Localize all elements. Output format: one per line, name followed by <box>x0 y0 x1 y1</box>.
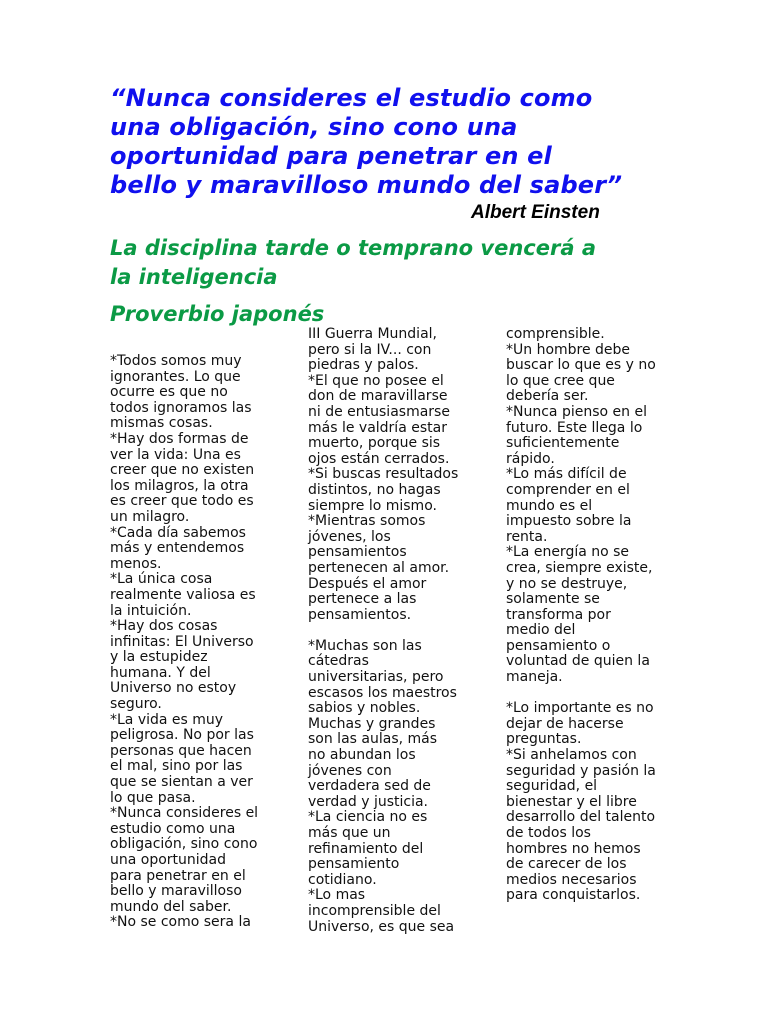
text-line: piedras y palos. <box>308 357 419 374</box>
text-column-left <box>110 354 258 931</box>
text-line: para conquistarlos. <box>506 887 641 904</box>
text-line: seguridad, el <box>506 778 598 795</box>
text-line: pero si la IV... con <box>308 341 432 358</box>
paragraph-gap <box>308 623 458 639</box>
text-line: universitarias, pero <box>308 669 444 686</box>
text-line: *Lo mas <box>308 887 366 904</box>
text-line: de todos los <box>506 825 591 841</box>
text-line: lo que cree que <box>506 372 615 389</box>
text-line: pensamiento o <box>506 637 611 654</box>
text-line: futuro. Este llega lo <box>506 419 643 436</box>
text-line: humana. Y del <box>110 664 211 681</box>
text-line: *Si anhelamos con <box>506 747 637 764</box>
text-line: *Hay dos cosas <box>110 618 218 635</box>
quote-line: oportunidad para penetrar en el <box>110 142 552 170</box>
text-line: Universo, es que sea <box>308 918 455 935</box>
text-line: dejar de hacerse <box>506 715 624 732</box>
text-line: un milagro. <box>110 508 190 525</box>
text-line: *El que no posee el <box>308 372 444 389</box>
text-line: seguridad y pasión la <box>506 762 656 779</box>
text-line: voluntad de quien la <box>506 653 650 670</box>
text-line: jóvenes con <box>308 762 392 779</box>
text-line: no abundan los <box>308 747 416 764</box>
quote-author: Albert Einsten <box>471 202 600 223</box>
proverb-attribution: Proverbio japonés <box>110 302 325 326</box>
text-line: *La vida es muy <box>110 711 224 728</box>
text-line: pertenece a las <box>308 591 417 608</box>
text-line: pensamientos <box>308 544 407 561</box>
text-line: comprensible. <box>506 326 605 342</box>
text-line: y no se destruye, <box>506 575 628 592</box>
text-line: cotidiano. <box>308 871 377 888</box>
text-line: ver la vida: Una es <box>110 446 241 463</box>
paragraph-gap <box>506 686 656 702</box>
text-line: ocurre es que no <box>110 384 228 401</box>
text-line: escasos los maestros <box>308 684 457 701</box>
text-line: medio del <box>506 622 576 639</box>
text-line: *La ciencia no es <box>308 809 428 826</box>
text-line: infinitas: El Universo <box>110 633 254 650</box>
text-line: medios necesarios <box>506 871 637 888</box>
text-line: ignorantes. Lo que <box>110 368 241 385</box>
text-line: verdadera sed de <box>308 778 431 795</box>
text-line: impuesto sobre la <box>506 513 632 530</box>
text-line: son las aulas, más <box>308 731 438 748</box>
text-line: es creer que todo es <box>110 493 254 510</box>
text-line: más le valdría estar <box>308 419 447 436</box>
text-line: creer que no existen <box>110 462 255 479</box>
text-line: *Muchas son las <box>308 637 422 654</box>
text-line: refinamiento del <box>308 840 424 857</box>
text-line: Después el amor <box>308 575 427 592</box>
discipline-line: La disciplina tarde o temprano vencerá a <box>110 236 596 260</box>
text-line: pensamiento <box>308 856 400 873</box>
text-line: que se sientan a ver <box>110 774 253 791</box>
text-line: sabios y nobles. <box>308 700 421 717</box>
text-line: renta. <box>506 528 548 545</box>
text-line: *Hay dos formas de <box>110 430 249 447</box>
text-line: *Si buscas resultados <box>308 466 459 483</box>
text-line: incomprensible del <box>308 902 441 919</box>
einstein-quote <box>110 84 710 200</box>
quote-line: una obligación, sino cono una <box>110 113 518 141</box>
text-line: de carecer de los <box>506 856 627 873</box>
text-line: buscar lo que es y no <box>506 357 656 374</box>
text-line: *La única cosa <box>110 571 213 588</box>
text-line: *Lo importante es no <box>506 700 654 717</box>
text-line: preguntas. <box>506 731 582 748</box>
text-line: ojos están cerrados. <box>308 450 450 467</box>
text-line: mundo del saber. <box>110 898 232 915</box>
text-line: cátedras <box>308 653 369 670</box>
text-line: mismas cosas. <box>110 415 213 432</box>
text-line: mundo es el <box>506 497 593 514</box>
text-line: transforma por <box>506 606 611 623</box>
text-line: una oportunidad <box>110 852 227 868</box>
text-line: *Lo más difícil de <box>506 466 627 483</box>
text-line: *Nunca consideres el <box>110 805 259 822</box>
text-line: personas que hacen <box>110 742 252 759</box>
text-line: *Un hombre debe <box>506 341 631 358</box>
text-line: *Cada día sabemos <box>110 524 246 541</box>
text-line: desarrollo del talento <box>506 809 656 826</box>
text-line: obligación, sino cono <box>110 836 258 853</box>
text-line: el mal, sino por las <box>110 758 243 775</box>
text-line: *Mientras somos <box>308 513 426 530</box>
text-line: seguro. <box>110 696 162 713</box>
text-line: crea, siempre existe, <box>506 559 653 576</box>
text-line: todos ignoramos las <box>110 399 252 416</box>
text-line: bienestar y el libre <box>506 793 637 810</box>
text-line: Universo no estoy <box>110 680 237 697</box>
text-line: *No se como sera la <box>110 914 251 931</box>
text-line: pertenecen al amor. <box>308 559 450 576</box>
text-line: Muchas y grandes <box>308 715 436 732</box>
text-line: siempre lo mismo. <box>308 497 437 514</box>
text-line: menos. <box>110 555 162 572</box>
text-line: suficientemente <box>506 435 620 452</box>
text-column-right <box>506 327 656 904</box>
text-line: realmente valiosa es <box>110 586 256 603</box>
text-line: comprender en el <box>506 481 630 498</box>
text-line: *Todos somos muy <box>110 353 242 369</box>
text-line: solamente se <box>506 591 600 608</box>
text-column-middle <box>308 327 458 935</box>
text-line: más y entendemos <box>110 540 245 557</box>
text-line: estudio como una <box>110 820 236 837</box>
text-line: maneja. <box>506 669 563 686</box>
discipline-proverb <box>110 234 670 292</box>
text-line: más que un <box>308 825 391 841</box>
text-line: peligrosa. No por las <box>110 727 254 744</box>
text-line: hombres no hemos <box>506 840 641 857</box>
text-line: para penetrar en el <box>110 867 246 884</box>
text-line: verdad y justicia. <box>308 793 428 810</box>
text-line: rápido. <box>506 450 555 467</box>
quote-line: bello y maravilloso mundo del saber” <box>110 171 623 199</box>
text-line: distintos, no hagas <box>308 481 441 498</box>
text-line: *Nunca pienso en el <box>506 403 647 420</box>
text-line: debería ser. <box>506 388 589 405</box>
text-line: don de maravillarse <box>308 388 448 405</box>
text-line: III Guerra Mundial, <box>308 326 437 342</box>
discipline-line: la inteligencia <box>110 265 278 289</box>
text-line: la intuición. <box>110 602 192 619</box>
text-line: muerto, porque sis <box>308 435 441 452</box>
text-line: los milagros, la otra <box>110 477 249 494</box>
text-line: bello y maravilloso <box>110 883 242 900</box>
text-line: ni de entusiasmarse <box>308 403 450 420</box>
text-line: *La energía no se <box>506 544 630 561</box>
text-line: pensamientos. <box>308 606 412 623</box>
text-line: lo que pasa. <box>110 789 196 806</box>
text-line: y la estupidez <box>110 649 208 666</box>
text-line: jóvenes, los <box>308 528 391 545</box>
quote-line: “Nunca consideres el estudio como <box>110 84 593 112</box>
